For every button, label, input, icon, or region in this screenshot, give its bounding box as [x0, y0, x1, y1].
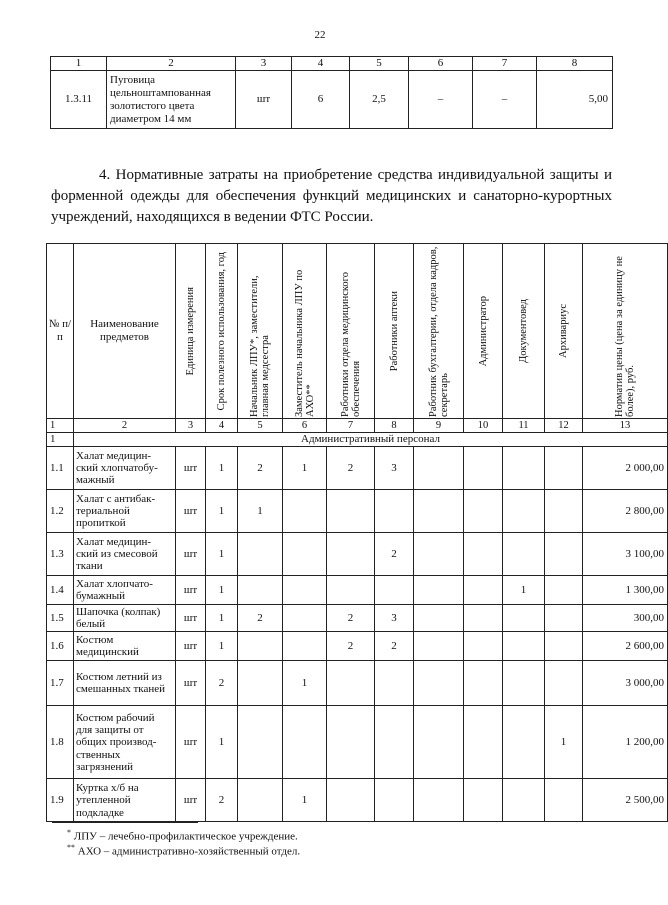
cell-value: [375, 490, 414, 533]
cell-value: [503, 779, 545, 822]
table-row: [47, 632, 668, 661]
cell-value: 2: [375, 533, 414, 576]
cell-value: [375, 779, 414, 822]
cell-value: [327, 576, 375, 605]
cell-value: [545, 779, 583, 822]
section-number: 1: [47, 433, 74, 447]
cell-value: [327, 490, 375, 533]
column-number: 10: [464, 419, 503, 433]
cell-value: [238, 779, 283, 822]
item-unit: шт: [176, 661, 206, 706]
item-term: 1: [206, 576, 238, 605]
cell-value: [503, 605, 545, 632]
cell-value: [283, 706, 327, 779]
item-name: Пуговица цельноштампованная золотистого цвета диаметром 14 мм: [107, 71, 236, 129]
cell-value: [238, 661, 283, 706]
top-col-number: 6: [409, 57, 473, 71]
row-number: 1.2: [47, 490, 74, 533]
section-title: Административный персонал: [74, 433, 668, 447]
header-deputy-aho: Заместитель начальника ЛПУ по АХО**: [293, 269, 316, 417]
row-number: 1.1: [47, 447, 74, 490]
column-number: 6: [283, 419, 327, 433]
row-number: 1.5: [47, 605, 74, 632]
top-col-number: 1: [51, 57, 107, 71]
item-unit: шт: [176, 605, 206, 632]
header-admin: Администратор: [477, 295, 489, 367]
header-price: Норматив цены (цена за единицу не более), руб.: [614, 256, 636, 417]
item-price: 3 000,00: [583, 661, 668, 706]
column-number: 3: [176, 419, 206, 433]
item-name: Халат хлопчато-бумажный: [74, 576, 176, 605]
cell-value: [464, 490, 503, 533]
cell-value: [238, 533, 283, 576]
main-table-header-row: [47, 244, 668, 419]
item-price: 2 500,00: [583, 779, 668, 822]
cell-value: 3: [375, 447, 414, 490]
cell-value: [414, 779, 464, 822]
item-term: 1: [206, 533, 238, 576]
table-row: [47, 779, 668, 822]
item-unit: шт: [176, 706, 206, 779]
column-number: 13: [583, 419, 668, 433]
table-row: [47, 605, 668, 632]
cell-value: [464, 533, 503, 576]
item-name: Костюм медицинский: [74, 632, 176, 661]
cell-value: 2: [327, 605, 375, 632]
top-table: [50, 56, 613, 129]
footnote-text: ЛПУ – лечебно-профилактическое учреждение.: [73, 830, 298, 843]
cell-value: –: [473, 71, 537, 129]
header-accounting: Работник бухгалтерии, отдела кадров, секретарь: [427, 246, 450, 417]
cell-value: 2: [327, 447, 375, 490]
cell-value: 2: [327, 632, 375, 661]
row-number: 1.9: [47, 779, 74, 822]
item-unit: шт: [176, 533, 206, 576]
row-number: 1.3: [47, 533, 74, 576]
header-archivist: Архивариус: [558, 304, 569, 358]
cell-value: [283, 605, 327, 632]
cell-value: [414, 661, 464, 706]
item-price: 2 600,00: [583, 632, 668, 661]
cell-value: [545, 447, 583, 490]
column-number: 8: [375, 419, 414, 433]
column-number: 12: [545, 419, 583, 433]
item-price: 300,00: [583, 605, 668, 632]
cell-value: 3: [375, 605, 414, 632]
cell-value: [283, 576, 327, 605]
item-unit: шт: [176, 779, 206, 822]
cell-value: [464, 605, 503, 632]
footnote-divider: [52, 822, 198, 823]
top-col-number: 8: [537, 57, 613, 71]
cell-value: 1: [238, 490, 283, 533]
item-term: 2: [206, 779, 238, 822]
item-term: 1: [206, 490, 238, 533]
cell-value: [283, 490, 327, 533]
cell-value: [414, 576, 464, 605]
item-price: 2 000,00: [583, 447, 668, 490]
item-term: 2: [206, 661, 238, 706]
item-unit: шт: [176, 576, 206, 605]
cell-value: [414, 706, 464, 779]
table-row: [47, 447, 668, 490]
cell-value: [414, 490, 464, 533]
table-row: [47, 533, 668, 576]
cell-value: [464, 706, 503, 779]
item-unit: шт: [176, 447, 206, 490]
cell-value: –: [409, 71, 473, 129]
header-name: Наименование предметов: [90, 318, 159, 343]
row-number: 1.7: [47, 661, 74, 706]
column-number: 7: [327, 419, 375, 433]
cell-value: [414, 533, 464, 576]
footnote-text: АХО – административно-хозяйственный отдел.: [77, 845, 301, 858]
footnote: [67, 841, 300, 859]
cell-value: [545, 576, 583, 605]
cell-value: 1: [283, 447, 327, 490]
cell-value: [503, 490, 545, 533]
item-name: Куртка х/б на утепленной подкладке: [74, 779, 176, 822]
item-unit: шт: [236, 71, 292, 129]
row-number: 1.4: [47, 576, 74, 605]
cell-value: 2: [238, 447, 283, 490]
cell-value: [414, 632, 464, 661]
cell-value: 2,5: [350, 71, 409, 129]
item-term: 1: [206, 605, 238, 632]
item-price: 5,00: [537, 71, 613, 129]
cell-value: [464, 447, 503, 490]
column-number: 1: [47, 419, 74, 433]
header-chief: Начальник ЛПУ*, заместители, главная медсестра: [249, 275, 271, 417]
header-docs: Документовед: [518, 299, 529, 363]
item-price: 1 300,00: [583, 576, 668, 605]
column-numbers-row: [47, 419, 668, 433]
item-name: Костюм рабочий для защиты от общих производ-ственных загрязнений: [74, 706, 176, 779]
cell-value: [238, 706, 283, 779]
cell-value: 2: [238, 605, 283, 632]
column-number: 11: [503, 419, 545, 433]
item-price: 3 100,00: [583, 533, 668, 576]
header-med-staff: Работники отдела медицинского обеспечения: [339, 272, 362, 417]
cell-value: [545, 605, 583, 632]
top-table-header-row: [51, 57, 613, 71]
top-col-number: 4: [292, 57, 350, 71]
main-table: [46, 243, 668, 822]
footnote-mark: *: [67, 828, 71, 837]
cell-value: [503, 533, 545, 576]
cell-value: [464, 576, 503, 605]
row-number: 1.6: [47, 632, 74, 661]
top-col-number: 5: [350, 57, 409, 71]
table-row: [47, 490, 668, 533]
cell-value: [327, 706, 375, 779]
table-row: [47, 576, 668, 605]
item-term: 1: [206, 632, 238, 661]
item-name: Халат медицин-ский из смесовой ткани: [74, 533, 176, 576]
cell-value: [414, 447, 464, 490]
row-number: 1.3.11: [51, 71, 107, 129]
cell-value: 6: [292, 71, 350, 129]
cell-value: [503, 447, 545, 490]
item-term: 1: [206, 706, 238, 779]
page-number: 22: [314, 29, 326, 41]
cell-value: [503, 706, 545, 779]
header-unit: Единица измерения: [185, 286, 196, 376]
row-number: 1.8: [47, 706, 74, 779]
cell-value: [464, 661, 503, 706]
header-no: № п/п: [48, 318, 72, 343]
item-price: 1 200,00: [583, 706, 668, 779]
section-heading: 4. Нормативные затраты на приобретение средства индивидуальной защиты и форменной одежды для обеспечения функций медицинских и санаторно-курортных учреждений, находящихся в ведении ФТС России.: [51, 167, 612, 225]
section-row: [47, 433, 668, 447]
column-number: 5: [238, 419, 283, 433]
cell-value: [414, 605, 464, 632]
table-row: [47, 661, 668, 706]
footnote-mark: **: [67, 843, 75, 852]
cell-value: [327, 661, 375, 706]
item-name: Халат с антибак-териальной пропиткой: [74, 490, 176, 533]
top-col-number: 2: [107, 57, 236, 71]
cell-value: 1: [283, 779, 327, 822]
cell-value: [327, 533, 375, 576]
header-pharmacy: Работники аптеки: [388, 290, 400, 372]
table-row: [51, 71, 613, 129]
cell-value: [283, 533, 327, 576]
item-price: 2 800,00: [583, 490, 668, 533]
column-number: 2: [74, 419, 176, 433]
cell-value: [238, 576, 283, 605]
column-number: 9: [414, 419, 464, 433]
cell-value: [464, 632, 503, 661]
cell-value: [238, 632, 283, 661]
header-term: Срок полезного использования, год: [216, 251, 227, 411]
item-term: 1: [206, 447, 238, 490]
table-row: [47, 706, 668, 779]
cell-value: [375, 661, 414, 706]
item-unit: шт: [176, 632, 206, 661]
cell-value: [545, 661, 583, 706]
top-col-number: 3: [236, 57, 292, 71]
cell-value: [464, 779, 503, 822]
cell-value: 1: [503, 576, 545, 605]
item-name: Шапочка (колпак) белый: [74, 605, 176, 632]
cell-value: [545, 533, 583, 576]
cell-value: 2: [375, 632, 414, 661]
cell-value: [503, 661, 545, 706]
main-table-body: [47, 447, 668, 822]
cell-value: [375, 706, 414, 779]
cell-value: [283, 632, 327, 661]
cell-value: [545, 632, 583, 661]
item-name: Халат медицин-ский хлопчатобу-мажный: [74, 447, 176, 490]
cell-value: [503, 632, 545, 661]
cell-value: [545, 490, 583, 533]
cell-value: [327, 779, 375, 822]
cell-value: 1: [283, 661, 327, 706]
item-unit: шт: [176, 490, 206, 533]
cell-value: [375, 576, 414, 605]
top-col-number: 7: [473, 57, 537, 71]
item-name: Костюм летний из смешанных тканей: [74, 661, 176, 706]
cell-value: 1: [545, 706, 583, 779]
column-number: 4: [206, 419, 238, 433]
